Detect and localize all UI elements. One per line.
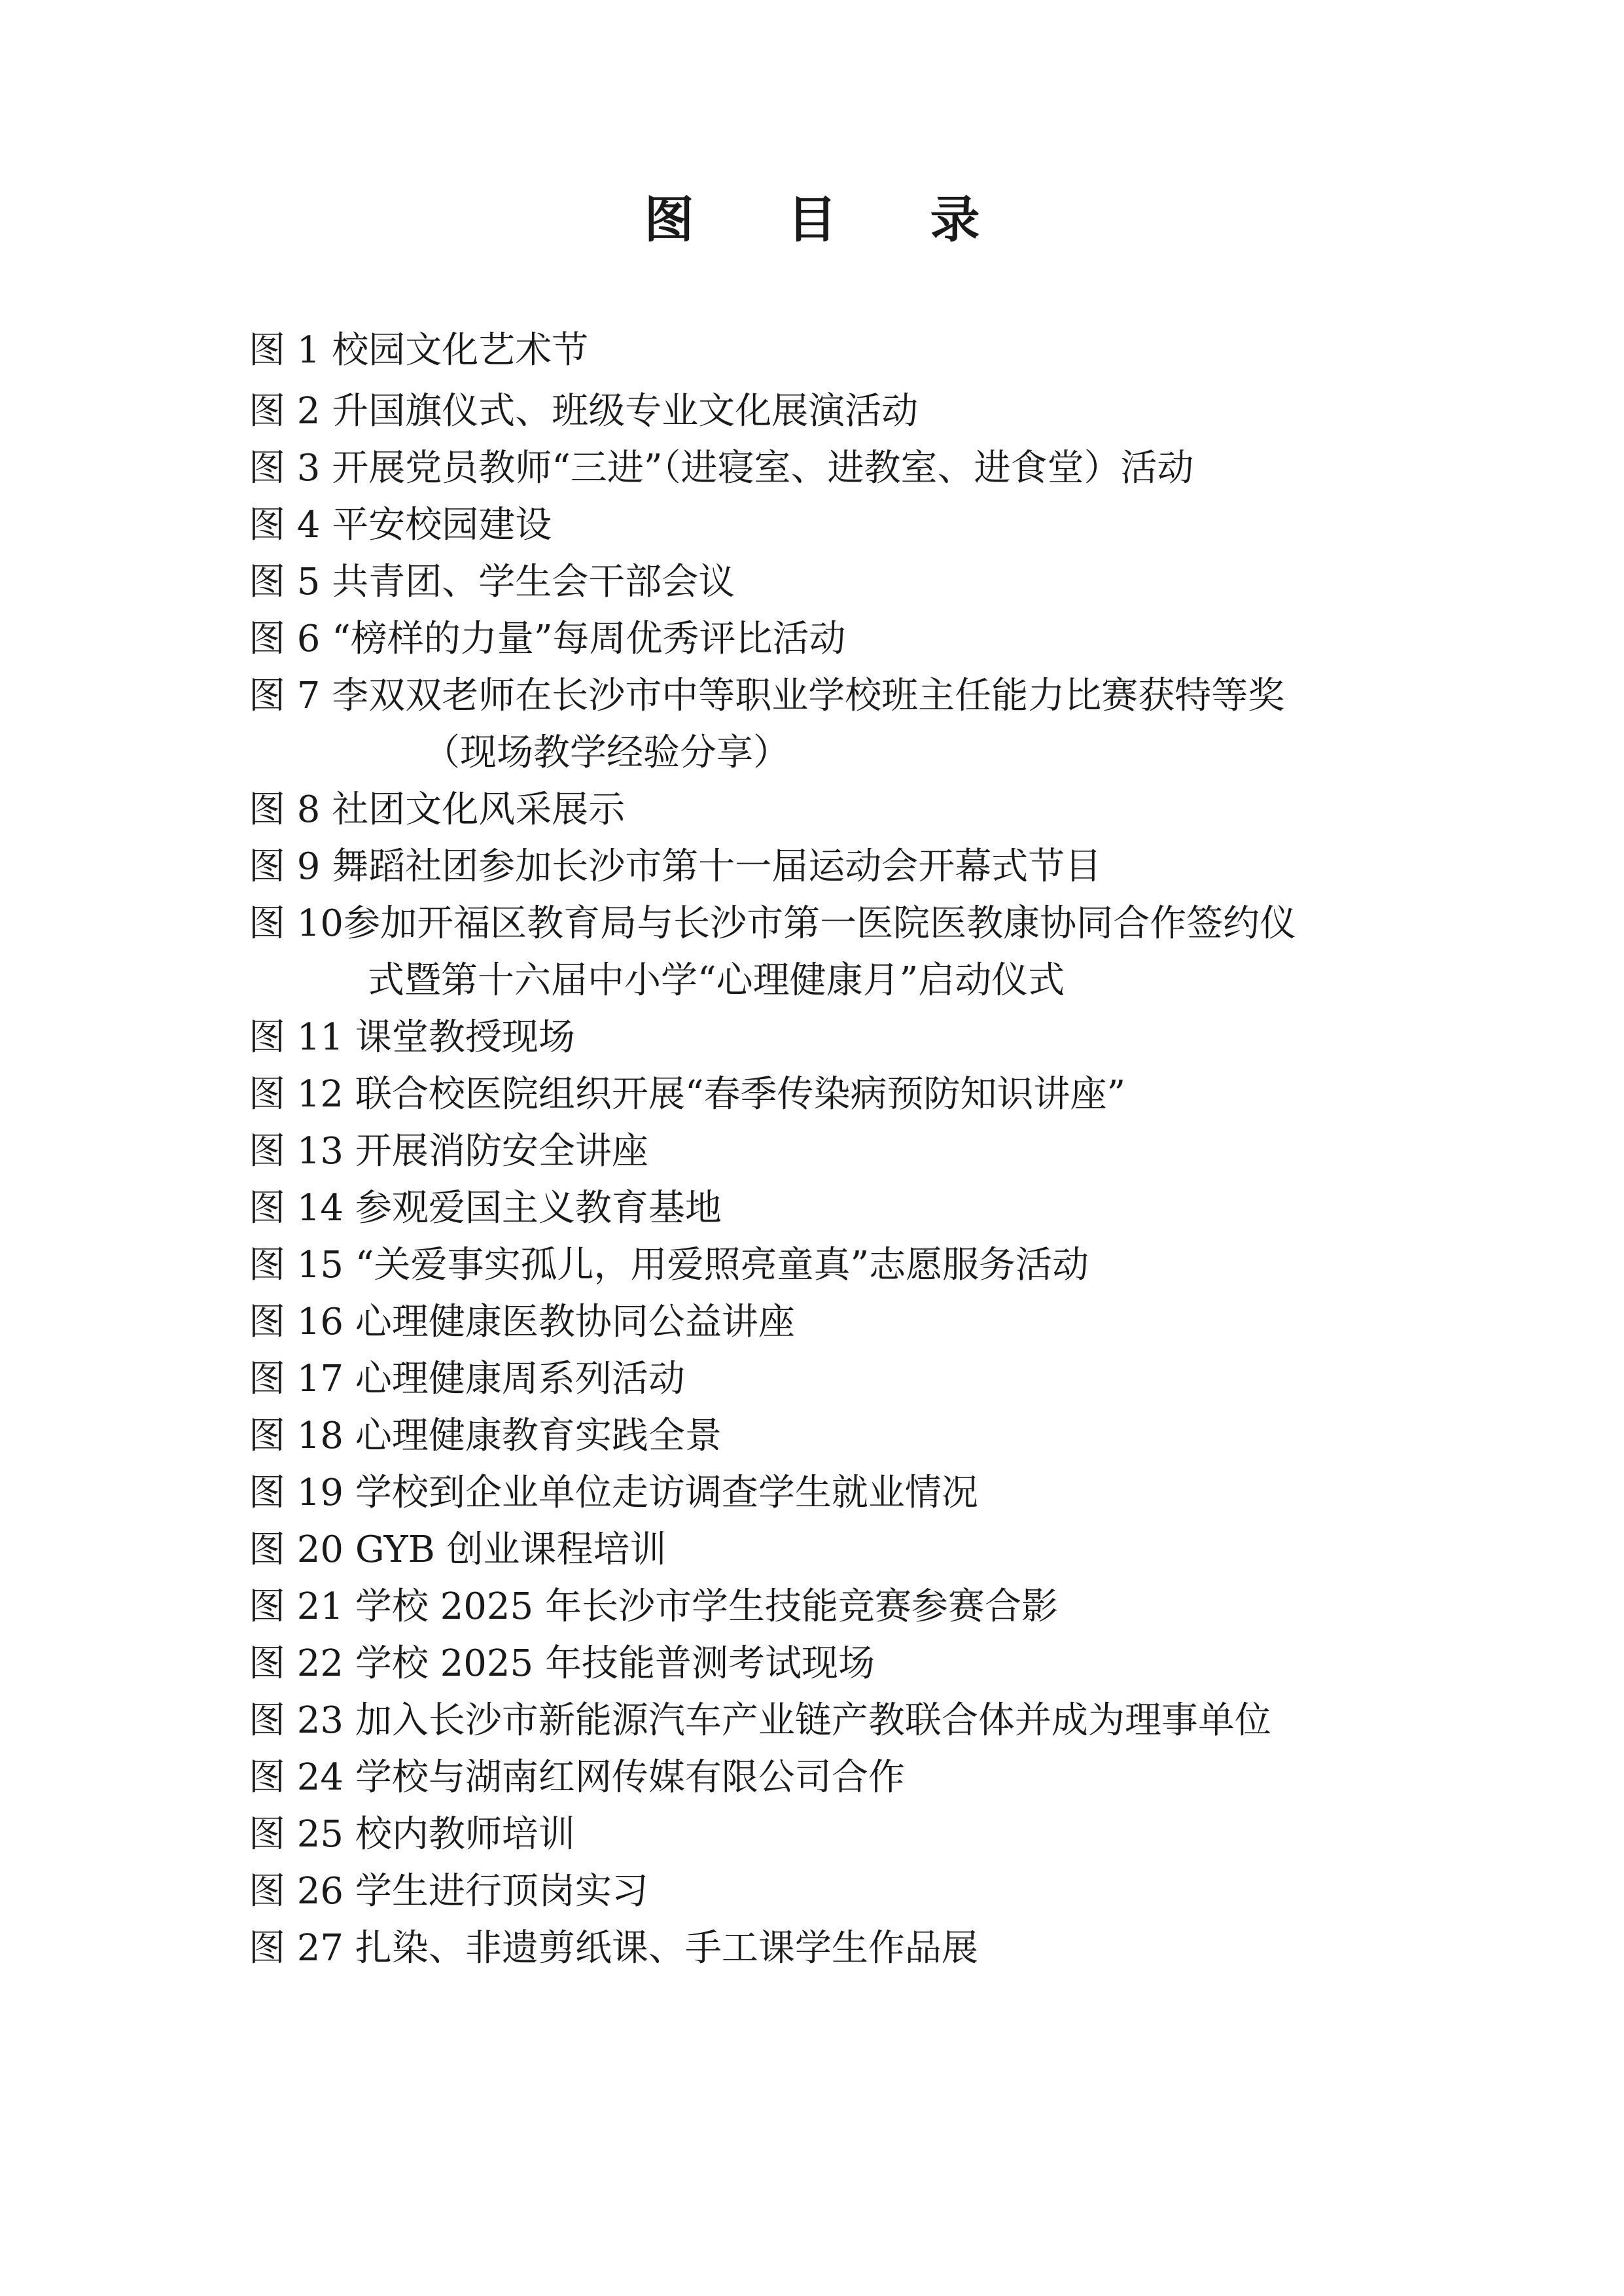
figure-number: 图 11 [249, 1016, 355, 1059]
figure-number: 图 18 [249, 1415, 355, 1457]
list-item-fig-6 [249, 610, 1492, 667]
figure-number: 图 1 [249, 329, 332, 372]
figure-caption: 舞蹈社团参加长沙市第十一届运动会开幕式节目 [332, 845, 1102, 888]
figure-caption: 参加开福区教育局与长沙市第一医院医教康协同合作签约仪 [344, 902, 1297, 945]
figure-caption: 课堂教授现场 [355, 1016, 575, 1059]
list-item-fig-8 [249, 781, 1492, 838]
figure-number: 图 2 [249, 390, 332, 433]
list-item-fig-11 [249, 1009, 1492, 1066]
list-item-fig-27 [249, 1920, 1492, 1977]
list-item-fig-7 [249, 667, 1492, 781]
figure-number: 图 5 [249, 561, 332, 603]
list-item-fig-1 [249, 322, 1492, 379]
figure-number: 图 13 [249, 1130, 355, 1173]
figure-number: 图 17 [249, 1358, 355, 1400]
list-item-fig-19 [249, 1464, 1492, 1521]
list-item-fig-16 [249, 1294, 1492, 1351]
figure-caption: 学校与湖南红网传媒有限公司合作 [355, 1756, 905, 1799]
figure-caption: 校园文化艺术节 [332, 329, 589, 372]
figure-caption: 学生进行顶岗实习 [355, 1870, 648, 1913]
figure-caption: 心理健康周系列活动 [355, 1358, 685, 1400]
figure-caption: 参观爱国主义教育基地 [355, 1187, 722, 1229]
list-item-fig-5 [249, 554, 1492, 610]
figure-number: 图 22 [249, 1642, 355, 1685]
figure-caption: 加入长沙市新能源汽车产业链产教联合体并成为理事单位 [355, 1699, 1271, 1742]
figure-caption: 学校 2025 年长沙市学生技能竞赛参赛合影 [355, 1585, 1058, 1628]
list-item-fig-10 [249, 895, 1492, 1009]
list-item-fig-17 [249, 1351, 1492, 1407]
list-item-fig-23 [249, 1692, 1492, 1749]
figure-caption: 社团文化风采展示 [332, 788, 626, 831]
figure-number: 图 8 [249, 788, 332, 831]
list-item-fig-3 [249, 440, 1492, 497]
figure-number: 图 12 [249, 1073, 355, 1116]
figure-number: 图 6 [249, 618, 332, 660]
figure-number: 图 19 [249, 1472, 355, 1514]
figure-number: 图 21 [249, 1585, 355, 1628]
figure-caption-continued: 式暨第十六届中小学“心理健康月”启动仪式 [368, 959, 1065, 1002]
page-title: 图 目 录 [644, 190, 1018, 249]
list-item-fig-2 [249, 383, 1492, 440]
figure-caption: 开展党员教师“三进”（进寝室、进教室、进食堂）活动 [332, 447, 1194, 489]
list-item-fig-25 [249, 1806, 1492, 1863]
figure-number: 图 14 [249, 1187, 355, 1229]
list-item-fig-26 [249, 1863, 1492, 1920]
list-item-fig-15 [249, 1237, 1492, 1294]
figure-number: 图 7 [249, 675, 332, 717]
list-item-fig-13 [249, 1123, 1492, 1180]
figure-caption: 联合校医院组织开展“春季传染病预防知识讲座” [355, 1073, 1126, 1116]
figure-caption: “榜样的力量”每周优秀评比活动 [332, 618, 846, 660]
list-item-fig-12 [249, 1066, 1492, 1123]
figure-caption: 开展消防安全讲座 [355, 1130, 648, 1173]
list-item-fig-14 [249, 1180, 1492, 1237]
figure-list [249, 322, 1492, 1977]
figure-caption: 升国旗仪式、班级专业文化展演活动 [332, 390, 919, 433]
figure-caption: 扎染、非遗剪纸课、手工课学生作品展 [355, 1927, 978, 1969]
figure-number: 图 4 [249, 504, 332, 546]
figure-caption: 心理健康医教协同公益讲座 [355, 1301, 795, 1343]
list-item-fig-20 [249, 1521, 1492, 1578]
figure-number: 图 10 [249, 902, 344, 945]
figure-number: 图 3 [249, 447, 332, 489]
figure-caption: 共青团、学生会干部会议 [332, 561, 735, 603]
list-item-fig-21 [249, 1578, 1492, 1635]
figure-caption: 李双双老师在长沙市中等职业学校班主任能力比赛获特等奖 [332, 675, 1285, 717]
figure-number: 图 9 [249, 845, 332, 888]
figure-caption: 心理健康教育实践全景 [355, 1415, 722, 1457]
figure-number: 图 23 [249, 1699, 355, 1742]
figure-caption-continued: （现场教学经验分享） [423, 732, 790, 774]
figure-caption: 校内教师培训 [355, 1813, 575, 1856]
figure-number: 图 16 [249, 1301, 355, 1343]
figure-number: 图 15 [249, 1244, 355, 1286]
figure-caption: GYB 创业课程培训 [355, 1528, 667, 1571]
figure-number: 图 27 [249, 1927, 355, 1969]
figure-caption: 学校 2025 年技能普测考试现场 [355, 1642, 875, 1685]
figure-caption: 学校到企业单位走访调查学生就业情况 [355, 1472, 978, 1514]
figure-number: 图 24 [249, 1756, 355, 1799]
list-item-fig-22 [249, 1635, 1492, 1692]
figure-caption: “关爱事实孤儿，用爱照亮童真”志愿服务活动 [355, 1244, 1089, 1286]
figure-number: 图 25 [249, 1813, 355, 1856]
list-item-fig-4 [249, 497, 1492, 554]
list-item-fig-9 [249, 838, 1492, 895]
list-item-fig-24 [249, 1749, 1492, 1806]
list-item-fig-18 [249, 1407, 1492, 1464]
figure-number: 图 20 [249, 1528, 355, 1571]
figure-number: 图 26 [249, 1870, 355, 1913]
figure-caption: 平安校园建设 [332, 504, 552, 546]
